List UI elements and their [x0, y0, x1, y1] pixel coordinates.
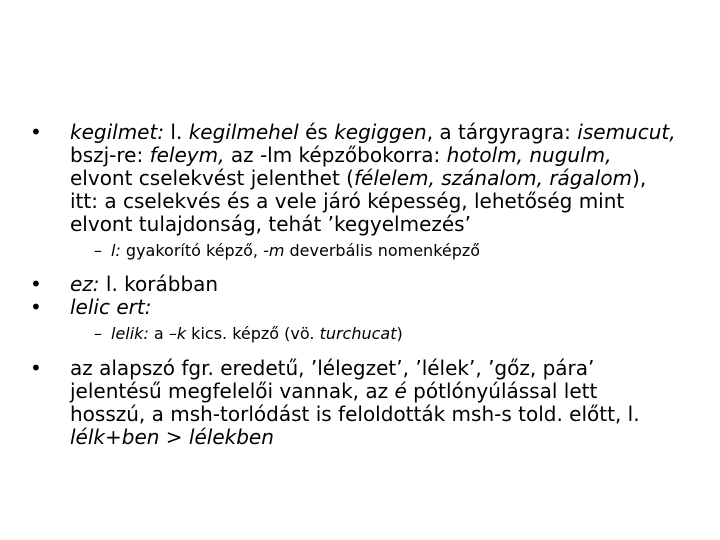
form: lelik: — [111, 324, 149, 343]
text: bszj-re: — [70, 143, 150, 167]
sub-item-lelik — [30, 324, 698, 344]
bullet-item-ez — [30, 273, 698, 296]
bullet-item-alapszo — [30, 357, 698, 449]
form: isemucut, — [577, 120, 676, 144]
text: és — [298, 120, 335, 144]
text: l. korábban — [99, 272, 219, 296]
text: az alapszó fgr. eredetű, ’lélegzet’, ’lélek’, ’gőz, pára’ — [70, 356, 595, 380]
form: l: — [111, 241, 121, 260]
form: -m — [263, 241, 285, 260]
headword: lelic ert: — [70, 295, 152, 319]
text: gyakorító képző, — [120, 241, 264, 260]
form: feleym, — [149, 143, 225, 167]
form: kegilmehel — [188, 120, 299, 144]
text: a — [148, 324, 169, 343]
text: ) — [396, 324, 403, 343]
text: ), — [632, 166, 647, 190]
sub-item-kepzok — [30, 241, 698, 261]
bullet-item-lelic-ert — [30, 296, 698, 319]
text: itt: a cselekvés és a vele járó képesség, lehetőség mint — [70, 189, 625, 213]
form: kegiggen — [334, 120, 427, 144]
text: pótlónyúlással lett — [406, 379, 598, 403]
text: , a tárgyragra: — [426, 120, 578, 144]
dash-icon: – — [94, 241, 102, 260]
text: hosszú, a msh-torlódást is feloldották msh-s told. előtt, l. — [70, 402, 640, 426]
text: kics. képző (vö. — [186, 324, 320, 343]
dash-icon: – — [94, 324, 102, 343]
bullet-icon: • — [30, 272, 42, 296]
headword: ez: — [70, 272, 100, 296]
form: félelem, szánalom, rágalom — [353, 166, 633, 190]
text: az -lm képzőbokorra: — [224, 143, 447, 167]
bullet-icon: • — [30, 120, 42, 144]
form: lélk+ben > lélekben — [70, 425, 274, 449]
bullet-icon: • — [30, 356, 42, 380]
text: deverbális nomenképző — [284, 241, 481, 260]
text: elvont tulajdonság, tehát ’kegyelmezés’ — [70, 212, 471, 236]
text: jelentésű megfelelői vannak, az — [70, 379, 395, 403]
bullet-list — [30, 121, 698, 449]
headword: kegilmet: — [70, 120, 165, 144]
form: –k — [168, 324, 187, 343]
form: turchucat — [319, 324, 397, 343]
text: l. — [164, 120, 189, 144]
form: hotolm, nugulm, — [446, 143, 612, 167]
form: é — [394, 379, 407, 403]
bullet-item-kegilmet — [30, 121, 698, 236]
text: elvont cselekvést jelenthet ( — [70, 166, 354, 190]
bullet-icon: • — [30, 295, 42, 319]
